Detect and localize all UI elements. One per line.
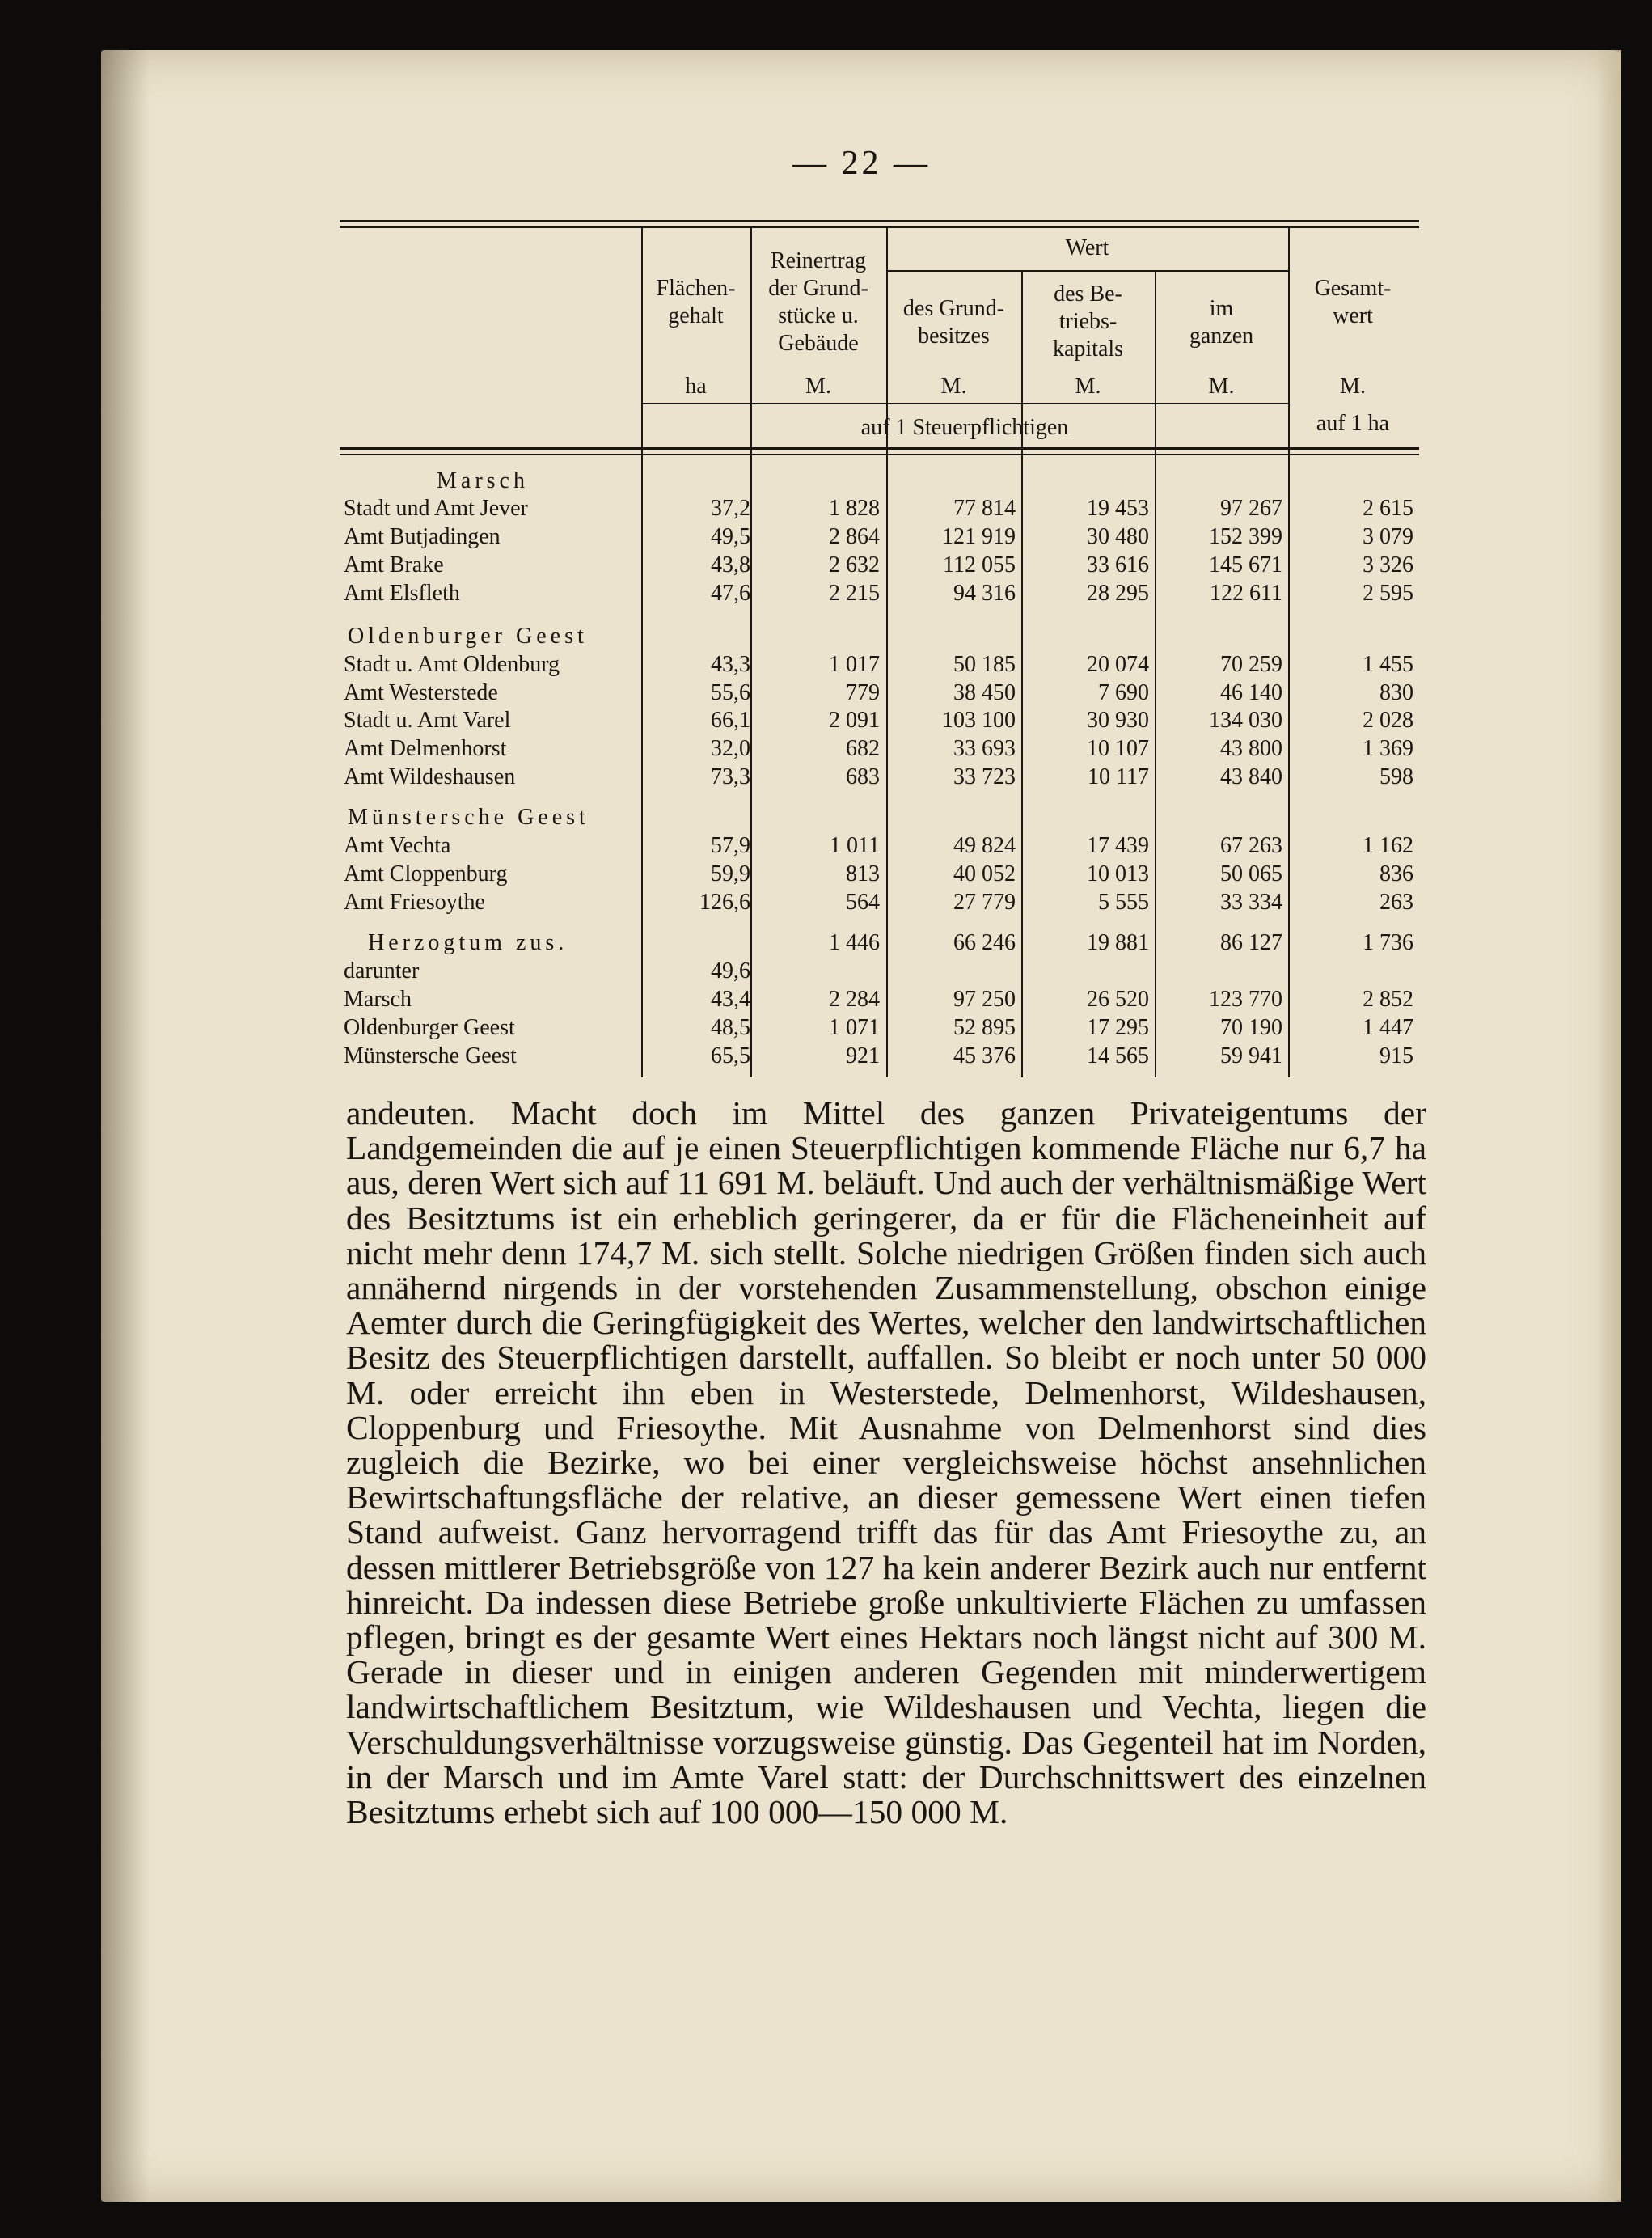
cell-ha: 59,9 <box>711 861 750 886</box>
cell-betriebskapital: 30 930 <box>1087 708 1149 733</box>
cell-grundbesitz: 66 246 <box>953 930 1016 955</box>
group-heading: Marsch <box>437 468 529 493</box>
span-label-per-ha: auf 1 ha <box>1316 411 1390 436</box>
row-label: Amt Butjadingen <box>344 524 501 549</box>
cell-betriebskapital: 19 881 <box>1087 930 1149 955</box>
cell-ha: 73,3 <box>711 764 750 789</box>
cell-im-ganzen: 152 399 <box>1209 524 1282 549</box>
cell-ha: 37,2 <box>711 496 750 521</box>
cell-gesamtwert: 1 162 <box>1363 833 1413 858</box>
row-label: Amt Brake <box>344 552 444 577</box>
row-label: Amt Delmenhorst <box>344 736 507 761</box>
row-label: Münstersche Geest <box>344 1043 517 1068</box>
cell-im-ganzen: 145 671 <box>1209 552 1282 577</box>
header-flaechengehalt: Flächen- gehalt <box>656 276 736 328</box>
cell-betriebskapital: 17 295 <box>1087 1015 1149 1040</box>
page-edge <box>1597 50 1621 2202</box>
unit-m: M. <box>940 374 967 399</box>
row-label: Amt Wildeshausen <box>344 764 516 789</box>
cell-betriebskapital: 10 013 <box>1087 861 1149 886</box>
cell-betriebskapital: 14 565 <box>1087 1043 1149 1068</box>
cell-grundbesitz: 97 250 <box>953 987 1016 1012</box>
cell-reinertrag: 1 446 <box>829 930 880 955</box>
cell-grundbesitz: 77 814 <box>953 496 1016 521</box>
cell-im-ganzen: 123 770 <box>1209 987 1282 1012</box>
body-paragraph <box>346 1096 1426 1830</box>
cell-ha: 49,5 <box>711 524 750 549</box>
row-label: Stadt u. Amt Oldenburg <box>344 652 560 677</box>
cell-gesamtwert: 3 079 <box>1363 524 1413 549</box>
cell-betriebskapital: 30 480 <box>1087 524 1149 549</box>
cell-gesamtwert: 263 <box>1379 890 1413 915</box>
table-header-bottom-rule-2 <box>340 454 1419 455</box>
cell-reinertrag: 564 <box>846 890 880 915</box>
unit-m: M. <box>1208 374 1235 399</box>
cell-im-ganzen: 50 065 <box>1220 861 1282 886</box>
cell-betriebskapital: 5 555 <box>1098 890 1149 915</box>
cell-ha: 32,0 <box>711 736 750 761</box>
cell-betriebskapital: 20 074 <box>1087 652 1149 677</box>
cell-ha: 49,6 <box>711 958 750 984</box>
table-header-bottom-rule <box>340 447 1419 450</box>
cell-reinertrag: 2 215 <box>829 581 880 606</box>
cell-gesamtwert: 1 447 <box>1363 1015 1413 1040</box>
cell-grundbesitz: 112 055 <box>943 552 1016 577</box>
wert-span-rule <box>886 270 1288 272</box>
header-wert: Wert <box>1065 235 1109 260</box>
cell-im-ganzen: 122 611 <box>1210 581 1282 606</box>
unit-ha: ha <box>685 374 707 399</box>
cell-grundbesitz: 52 895 <box>953 1015 1016 1040</box>
row-label: darunter <box>344 958 420 984</box>
cell-im-ganzen: 43 840 <box>1220 764 1282 789</box>
cell-reinertrag: 779 <box>846 680 880 705</box>
cell-grundbesitz: 38 450 <box>953 680 1016 705</box>
cell-reinertrag: 682 <box>846 736 880 761</box>
group-heading: Herzogtum zus. <box>368 930 568 955</box>
row-label: Amt Vechta <box>344 833 451 858</box>
page-gutter-shadow <box>101 50 150 2202</box>
cell-reinertrag: 2 091 <box>829 708 880 733</box>
cell-reinertrag: 2 864 <box>829 524 880 549</box>
cell-reinertrag: 2 632 <box>829 552 880 577</box>
cell-grundbesitz: 94 316 <box>953 581 1016 606</box>
cell-ha: 43,4 <box>711 987 750 1012</box>
cell-grundbesitz: 33 693 <box>953 736 1016 761</box>
row-label: Amt Westerstede <box>344 680 498 705</box>
unit-m: M. <box>805 374 831 399</box>
cell-reinertrag: 1 071 <box>829 1015 880 1040</box>
cell-ha: 55,6 <box>711 680 750 705</box>
cell-betriebskapital: 26 520 <box>1087 987 1149 1012</box>
row-label: Stadt und Amt Jever <box>344 496 528 521</box>
cell-grundbesitz: 49 824 <box>953 833 1016 858</box>
group-heading: Münstersche Geest <box>348 805 589 830</box>
cell-betriebskapital: 28 295 <box>1087 581 1149 606</box>
cell-ha: 43,3 <box>711 652 750 677</box>
page-number: — 22 — <box>792 145 931 182</box>
cell-im-ganzen: 33 334 <box>1220 890 1282 915</box>
cell-reinertrag: 921 <box>846 1043 880 1068</box>
cell-gesamtwert: 2 595 <box>1363 581 1413 606</box>
cell-im-ganzen: 67 263 <box>1220 833 1282 858</box>
cell-gesamtwert: 1 455 <box>1363 652 1413 677</box>
cell-gesamtwert: 3 326 <box>1363 552 1413 577</box>
cell-im-ganzen: 97 267 <box>1220 496 1282 521</box>
header-reinertrag: Reinertrag der Grund- stücke u. Gebäude <box>768 248 868 356</box>
cell-grundbesitz: 33 723 <box>953 764 1016 789</box>
row-label: Amt Elsfleth <box>344 581 460 606</box>
cell-betriebskapital: 17 439 <box>1087 833 1149 858</box>
cell-grundbesitz: 50 185 <box>953 652 1016 677</box>
cell-im-ganzen: 46 140 <box>1220 680 1282 705</box>
cell-betriebskapital: 10 107 <box>1087 736 1149 761</box>
header-betriebskapital: des Be- triebs- kapitals <box>1052 281 1124 362</box>
cell-reinertrag: 1 017 <box>829 652 880 677</box>
cell-ha: 47,6 <box>711 581 750 606</box>
header-im-ganzen: im ganzen <box>1189 296 1254 349</box>
cell-grundbesitz: 103 100 <box>942 708 1016 733</box>
row-label: Marsch <box>344 987 412 1012</box>
cell-gesamtwert: 836 <box>1379 861 1413 886</box>
table-top-rule-2 <box>340 226 1419 228</box>
units-rule <box>641 403 1288 404</box>
cell-im-ganzen: 70 259 <box>1220 652 1282 677</box>
cell-gesamtwert: 2 028 <box>1363 708 1413 733</box>
cell-ha: 66,1 <box>711 708 750 733</box>
cell-betriebskapital: 7 690 <box>1098 680 1149 705</box>
cell-betriebskapital: 19 453 <box>1087 496 1149 521</box>
cell-gesamtwert: 2 615 <box>1363 496 1413 521</box>
cell-ha: 43,8 <box>711 552 750 577</box>
cell-gesamtwert: 1 736 <box>1363 930 1413 955</box>
cell-reinertrag: 1 011 <box>830 833 880 858</box>
paragraph-text: andeuten. Macht doch im Mittel des ganzen Privateigentums der Landgemeinden die auf je einen Steuerpflichtigen kommende Fläche nur 6,7 ha aus, deren Wert sich auf 11 691 M. beläuft. Und auch der verhältnismäßige Wert des Besitztums ist ein erheblich geringerer, da er für die Flächeneinheit auf nicht mehr denn 174,7 M. sich stellt. Solche niedrigen Größen finden sich auch annähernd nirgends in der vorstehenden Zusammenstellung, obschon einige Aemter durch die Geringfügigkeit des Wertes, welcher den landwirtschaftlichen Besitz des Steuerpflichtigen darstellt, auffallen. So bleibt er noch unter 50 000 M. oder erreicht ihn eben in Westerstede, Delmenhorst, Wildeshausen, Cloppenburg und Friesoythe. Mit Ausnahme von Delmenhorst sind dies zugleich die Bezirke, wo bei einer vergleichsweise höchst ansehnlichen Bewirtschaftungsfläche der relative, an dieser gemessene Wert einen tiefen Stand aufweist. Ganz hervorragend trifft das für das Amt Friesoythe zu, an dessen mittlerer Betriebsgröße von 127 ha kein anderer Bezirk auch nur entfernt hinreicht. Da indessen diese Betriebe große unkultivierte Flächen zu umfassen pflegen, bringt es der gesamte Wert eines Hektars noch längst nicht auf 300 M. Gerade in dieser und in einigen anderen Gegenden mit minderwertigem landwirtschaftlichem Besitztum, wie Wildeshausen und Vechta, liegen die Verschuldungsverhältnisse vorzugsweise günstig. Das Gegenteil hat im Norden, in der Marsch und im Amte Varel statt: der Durchschnittswert des einzelnen Besitztums erhebt sich auf 100 000—150 000 M. <box>346 1094 1426 1831</box>
cell-grundbesitz: 27 779 <box>953 890 1016 915</box>
cell-betriebskapital: 10 117 <box>1088 764 1149 789</box>
header-gesamtwert: Gesamt- wert <box>1314 276 1392 328</box>
cell-gesamtwert: 598 <box>1379 764 1413 789</box>
cell-im-ganzen: 59 941 <box>1220 1043 1282 1068</box>
cell-betriebskapital: 33 616 <box>1087 552 1149 577</box>
cell-reinertrag: 813 <box>846 861 880 886</box>
table-top-rule <box>340 220 1419 222</box>
unit-m: M. <box>1340 374 1366 399</box>
row-label: Oldenburger Geest <box>344 1015 515 1040</box>
cell-reinertrag: 2 284 <box>829 987 880 1012</box>
cell-gesamtwert: 915 <box>1379 1043 1413 1068</box>
cell-im-ganzen: 86 127 <box>1220 930 1282 955</box>
unit-m: M. <box>1075 374 1101 399</box>
cell-ha: 57,9 <box>711 833 750 858</box>
cell-ha: 65,5 <box>711 1043 750 1068</box>
group-heading: Oldenburger Geest <box>348 624 588 649</box>
cell-gesamtwert: 830 <box>1379 680 1413 705</box>
cell-grundbesitz: 121 919 <box>942 524 1016 549</box>
cell-grundbesitz: 40 052 <box>953 861 1016 886</box>
cell-gesamtwert: 1 369 <box>1363 736 1413 761</box>
cell-reinertrag: 683 <box>846 764 880 789</box>
row-label: Amt Cloppenburg <box>344 861 508 886</box>
cell-gesamtwert: 2 852 <box>1363 987 1413 1012</box>
cell-ha: 48,5 <box>711 1015 750 1040</box>
cell-im-ganzen: 134 030 <box>1209 708 1282 733</box>
row-label: Amt Friesoythe <box>344 890 485 915</box>
header-grundbesitz: des Grund- besitzes <box>902 296 1005 349</box>
span-label-per-taxpayer: auf 1 Steuerpflichtigen <box>860 415 1069 440</box>
cell-grundbesitz: 45 376 <box>953 1043 1016 1068</box>
cell-im-ganzen: 70 190 <box>1220 1015 1282 1040</box>
cell-ha: 126,6 <box>699 890 750 915</box>
cell-im-ganzen: 43 800 <box>1220 736 1282 761</box>
row-label: Stadt u. Amt Varel <box>344 708 511 733</box>
cell-reinertrag: 1 828 <box>829 496 880 521</box>
